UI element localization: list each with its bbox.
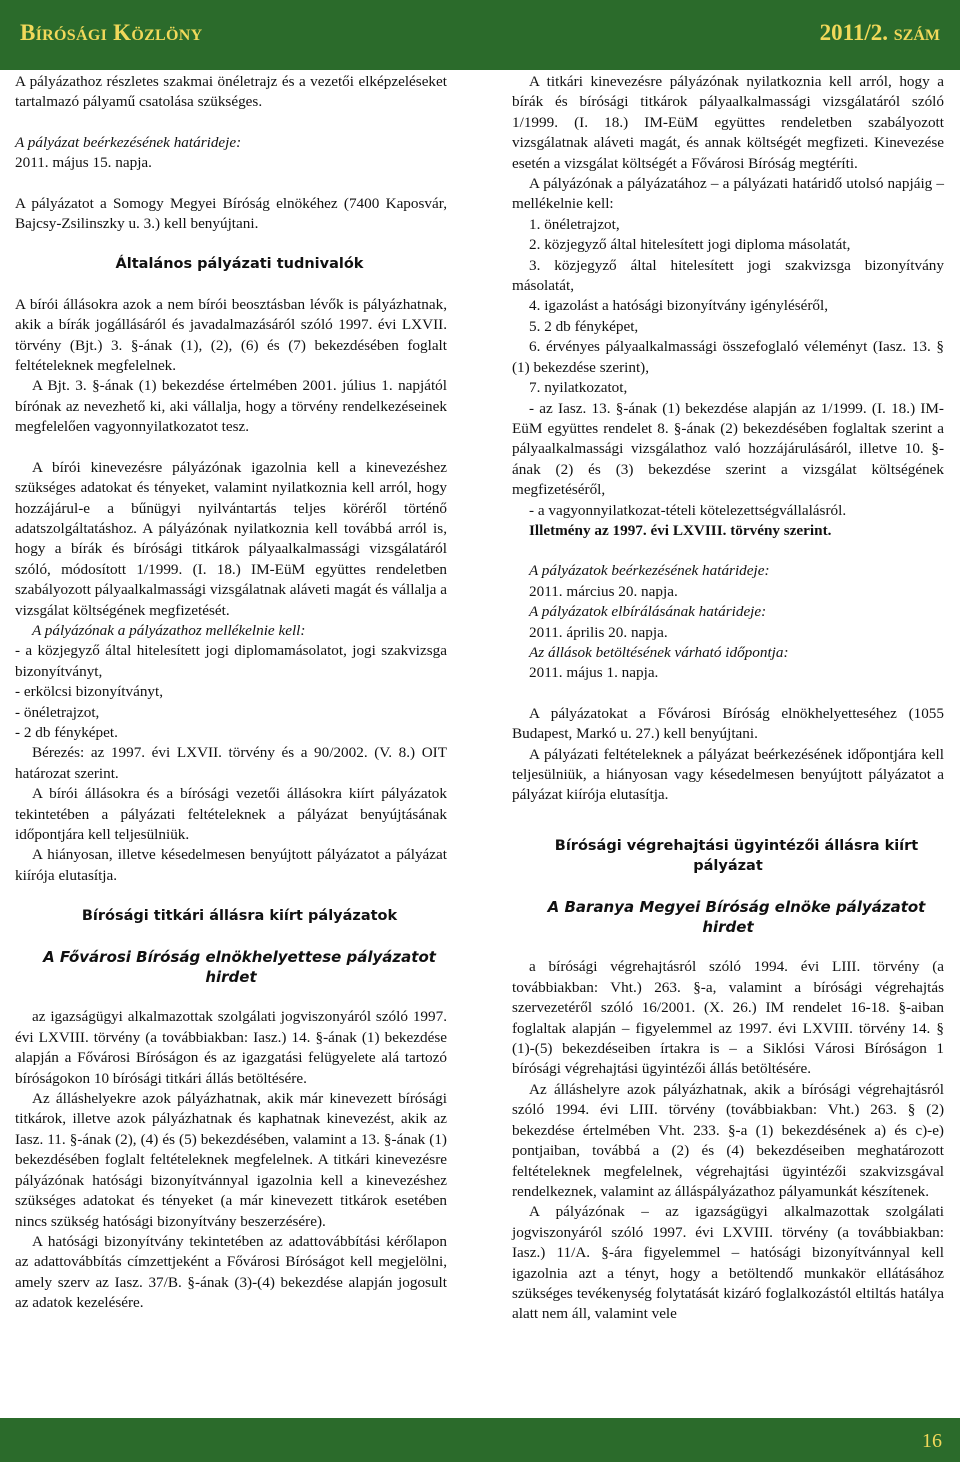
paragraph: a bírósági végrehajtásról szóló 1994. évi LIII. törvény (a továbbiakban: Vht.) 263. §-a, valamint a bírósági végrehajtás szervezetéről szóló 16/2001. (X. 26.) IM rendelet 16-18. §-aiban foglaltak alapján – figyelemmel az 1997. évi LXVIII. törvény 14. § (1)-(5) bekezdéseiben írtakra is – a Siklósi Városi Bíróságon 1 bírósági végrehajtási ügyintézői állás betöltésére.	[512, 958, 944, 1078]
spacer	[512, 541, 944, 561]
paragraph: 3. közjegyző által hitelesített jogi szakvizsga bizonyítvány másolatát,	[512, 256, 944, 295]
paragraph: 6. érvényes pályaalkalmassági összefoglaló véleményt (Iasz. 13. § (1) bekezdése szerint),	[512, 338, 944, 376]
paragraph: A pályázatot a Somogy Megyei Bíróság elnökéhez (7400 Kaposvár, Bajcsy-Zsilinszky u. 3.) kell benyújtani.	[15, 194, 447, 233]
paragraph: A bírói állásokra és a bírósági vezetői állásokra kiírt pályázatok tekintetében a pályázati feltételeknek a pályázat benyújtásának időpontjára kell teljesülniük.	[15, 785, 447, 843]
spacer	[15, 886, 447, 906]
spacer	[512, 684, 944, 704]
section-heading: Bírósági végrehajtási ügyintézői állásra kiírt pályázat	[554, 837, 919, 875]
paragraph: Az álláshelyre azok pályázhatnak, akik a bírósági végrehajtásról szóló 1994. évi LIII. törvény (továbbiakban: Vht.) 263. § (2) bekezdése értelmében Vht. 233. §-a (1) bekezdésének a) és c)-e) pontjaiban, továbbá a (2) és (4) bekezdéseiben meghatározott feltételeknek megfelelnek, végrehajtási ügyintézői szakvizsgával rendelkeznek, valamint az álláspályázathoz pályamunkát készítenek.	[512, 1080, 944, 1200]
paragraph: - 2 db fényképet.	[15, 723, 118, 741]
paragraph: 2011. április 20. napja.	[529, 623, 668, 641]
spacer	[512, 937, 944, 957]
paragraph: - az Iasz. 13. §-ának (1) bekezdése alapján az 1/1999. (I. 18.) IM-EüM együttes rendelet 8. §-ának (2) bekezdésében foglaltak szerint a pályaalkalmassági vizsgálathoz való hozzájárulásáról, illetve 10. §-ának (2) és (3) bekezdése szerint a vizsgálat költségének megfizetéséről,	[512, 399, 944, 499]
section-heading: Bírósági titkári állásra kiírt pályázatok	[81, 908, 398, 925]
spacer	[15, 987, 447, 1007]
spacer	[15, 234, 447, 254]
left-column	[15, 72, 447, 1314]
page-number: 16	[922, 1430, 942, 1452]
paragraph: Az álláshelyekre azok pályázhatnak, akik már kinevezett bírósági titkárok, illetve azok pályázhatnak és kaphatnak kinevezést, akik az Iasz. 11. §-ának (2), (4) és (5) bekezdésében, valamint a 13. §-ának (1) bekezdésében foglalt feltételeknek megfelelnek. A titkári kinevezésre pályázónak hatósági bizonyítvánnyal igazolnia kell a kinevezéshez szükséges adatokat és tényeket (a már kinevezett titkárok esetében nincs szükség hatósági bizonyítvány beszerzésére).	[15, 1090, 447, 1230]
spacer	[15, 438, 447, 458]
paragraph: A bírói állásokra azok a nem bírói beosztásban lévők is pályázhatnak, akik a bírák jogállásáról és javadalmazásáról szóló 1997. évi LXVII. törvény (Bjt.) 3. §-ának (1), (2), (6) és (7) bekezdésében foglalt feltételeknek megfelelnek.	[15, 295, 447, 375]
paragraph: - a közjegyző által hitelesített jogi diplomamásolatot, jogi szakvizsga bizonyítványt,	[15, 642, 447, 680]
spacer	[15, 275, 447, 295]
paragraph: 2011. május 15. napja.	[15, 154, 152, 172]
paragraph: 1. önéletrajzot,	[529, 215, 620, 233]
paragraph: A pályázatok beérkezésének határideje:	[529, 562, 770, 580]
paragraph: A pályázat beérkezésének határideje:	[15, 133, 242, 151]
paragraph: az igazságügyi alkalmazottak szolgálati jogviszonyáról szóló 1997. évi LXVIII. törvény (a továbbiakban: Iasz.) 14. §-ának (1) bekezdése alapján a Fővárosi Bíróságon és az igazgatási felügyelete alá tartozó bíróságokon 10 bírósági titkári állás betöltésére.	[15, 1008, 447, 1087]
page-header	[0, 0, 960, 70]
spacer	[15, 174, 447, 194]
paragraph: 7. nyilatkozatot,	[529, 379, 628, 397]
paragraph: A pályázatokat a Fővárosi Bíróság elnökhelyetteséhez (1055 Budapest, Markó u. 27.) kell benyújtani.	[512, 704, 944, 743]
paragraph: 2011. március 20. napja.	[529, 582, 678, 600]
paragraph: - erkölcsi bizonyítványt,	[15, 683, 164, 701]
paragraph: 2011. május 1. napja.	[529, 664, 659, 682]
spacer	[512, 877, 944, 897]
paragraph: A pályázatok elbírálásának határideje:	[529, 603, 767, 621]
paragraph: A bírói kinevezésre pályázónak igazolnia kell a kinevezéshez szükséges adatokat és tényeket, valamint nyilatkoznia kell arról, hogy hozzájárul-e a bűnügyi nyilvántartás teljes köréről történő adatszolgáltatáshoz. A pályázónak nyilatkoznia kell továbbá arról is, hogy a bírák és bírósági titkárok pályaalkalmassági vizsgálatáról szóló, módosított 1/1999. (I. 18.) IM-EüM együttes rendeletben szabályozott pályaalkalmassági vizsgálatnak aláveti magát és vállalja a vizsgálat költségének megfizetését.	[15, 458, 447, 619]
paragraph: Bérezés: az 1997. évi LXVII. törvény és a 90/2002. (V. 8.) OIT határozat szerint.	[15, 744, 447, 782]
spacer	[512, 806, 944, 836]
paragraph: A pályázónak – az igazságügyi alkalmazottak szolgálati jogviszonyáról szóló 1997. évi LXVIII. törvény (a továbbiakban: Iasz.) 11/A. §-ára figyelemmel – hatósági bizonyítvánnyal kell igazolnia azt a tényt, hogy a betöltendő munkakör ellátásához szükséges tevékenység folytatását kizáró foglalkozástól eltiltás hatálya alatt nem áll, valamint vele	[512, 1203, 944, 1323]
paragraph: 5. 2 db fényképet,	[529, 317, 639, 335]
paragraph: 2. közjegyző által hitelesített jogi diploma másolatát,	[529, 236, 851, 254]
paragraph: A pályázati feltételeknek a pályázat beérkezésének időpontjára kell teljesülniük, a hiányosan vagy késedelmesen benyújtott pályázatot a pályázat kiírója elutasítja.	[512, 745, 944, 804]
paragraph: A hatósági bizonyítvány tekintetében az adattovábbítási kérőlapon az adattovábbítás címzettjeként a Fővárosi Bíróságot kell megjelölni, amely szerv az Iasz. 37/B. §-ának (3)-(4) bekezdése alapján jogosult az adatok kezelésére.	[15, 1232, 447, 1312]
issue-number: 2011/2. szám	[819, 20, 940, 45]
announcement-heading: A Fővárosi Bíróság elnökhelyettese pályázatot hirdet	[43, 947, 436, 987]
paragraph: A Bjt. 3. §-ának (1) bekezdése értelmében 2001. július 1. napjától bírónak az nevezhető ki, aki vállalja, hogy a törvény rendelkezéseinek megfelelően vagyonnyilatkozatot tesz.	[15, 377, 447, 436]
page-footer	[0, 1418, 960, 1462]
paragraph: Illetmény az 1997. évi LXVIII. törvény szerint.	[529, 521, 832, 539]
paragraph: A pályázónak a pályázathoz mellékelnie kell:	[32, 621, 306, 639]
spacer	[15, 113, 447, 133]
paragraph: A titkári kinevezésre pályázónak nyilatkoznia kell arról, hogy a bírák és bírósági titkárok pályaalkalmassági vizsgálatáról szóló 1/1999. (I. 18.) IM-EüM együttes rendeletben szabályozott vizsgálatnak aláveti magát, és annak költségét megfizeti. Kinevezése esetén a vizsgálat költségét a Fővárosi Bíróság megtéríti.	[512, 73, 944, 172]
spacer	[15, 927, 447, 947]
announcement-heading: A Baranya Megyei Bíróság elnöke pályázatot hirdet	[547, 897, 926, 937]
paragraph: A pályázónak a pályázatához – a pályázati határidő utolsó napjáig – mellékelnie kell:	[512, 175, 944, 213]
paragraph: - önéletrajzot,	[15, 703, 100, 721]
right-column	[512, 72, 944, 1325]
paragraph: A pályázathoz részletes szakmai önéletrajz és a vezetői elképzeléseket tartalmazó pályamű csatolása szükséges.	[15, 73, 447, 111]
journal-title: Bírósági Közlöny	[20, 20, 203, 45]
paragraph: A hiányosan, illetve késedelmesen benyújtott pályázatot a pályázat kiírója elutasítja.	[15, 846, 447, 884]
paragraph: Az állások betöltésének várható időpontja:	[529, 643, 789, 661]
section-heading: Általános pályázati tudnivalók	[115, 256, 364, 273]
paragraph: 4. igazolást a hatósági bizonyítvány igényléséről,	[529, 297, 829, 315]
paragraph: - a vagyonnyilatkozat-tételi kötelezettségvállalásról.	[529, 501, 847, 519]
